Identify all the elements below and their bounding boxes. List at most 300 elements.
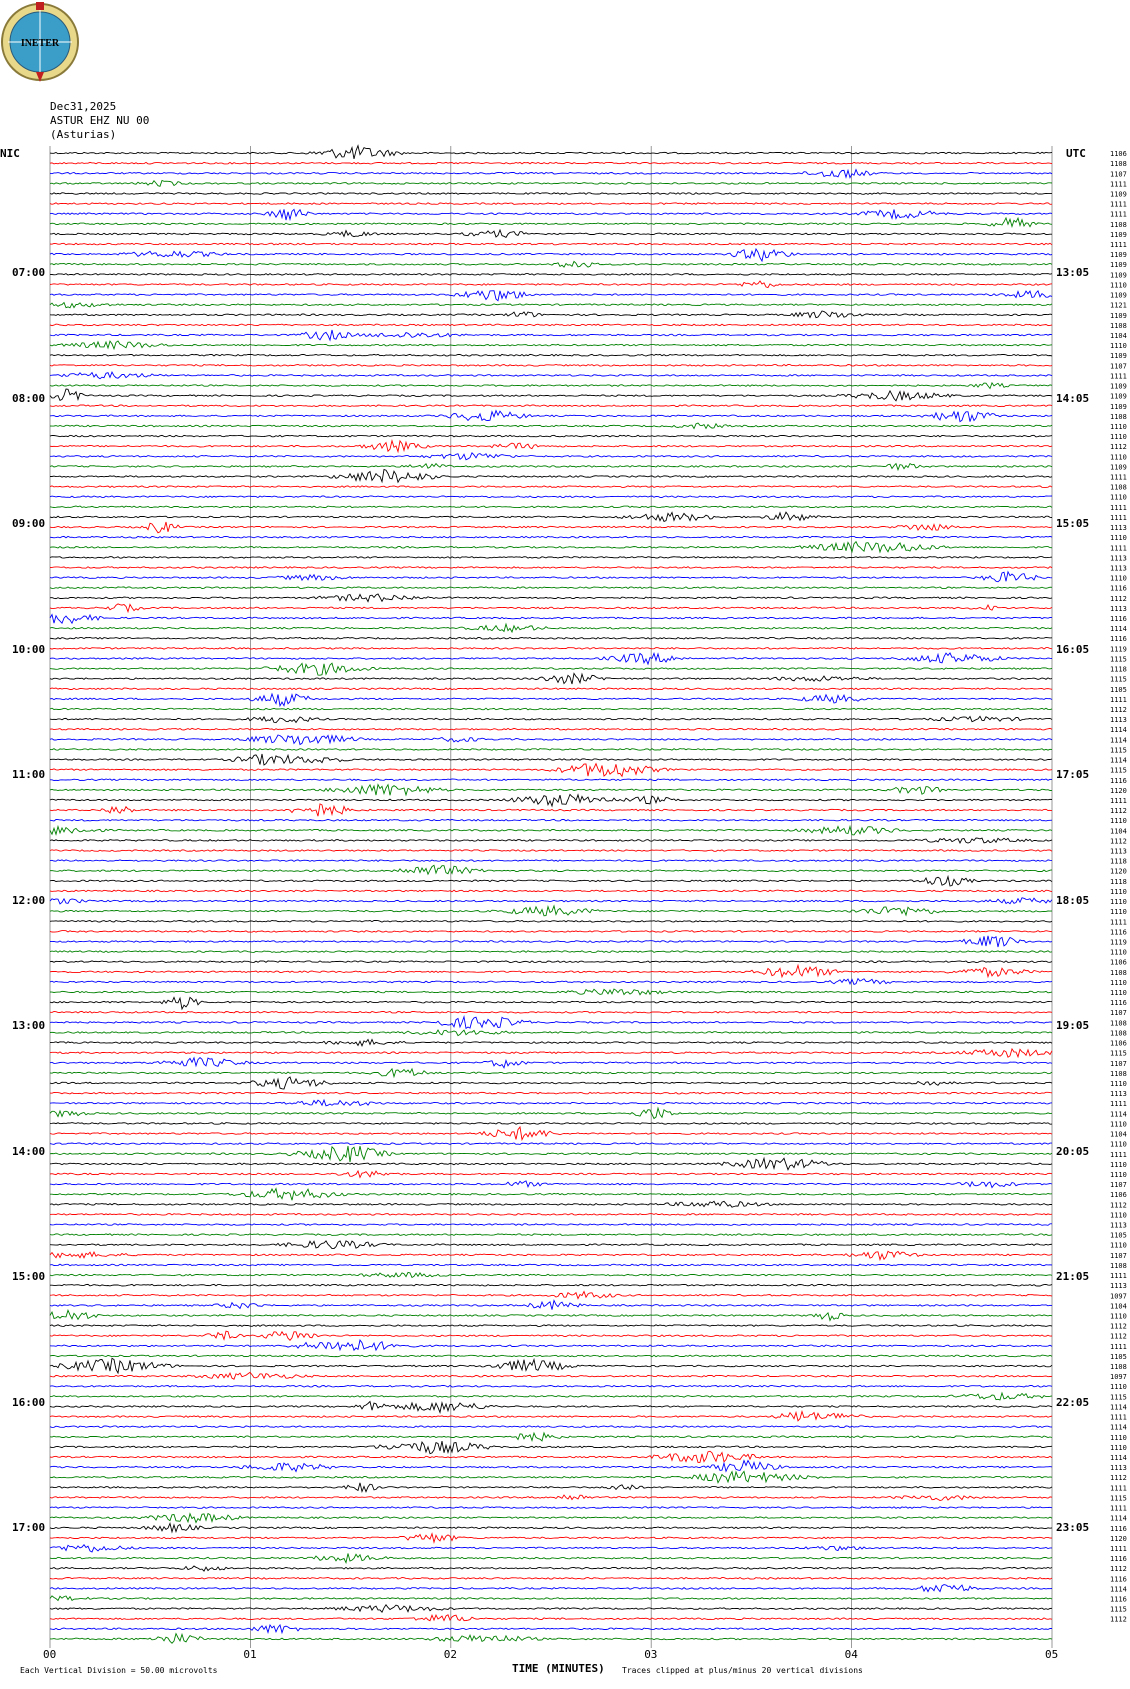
trace-value-label: 1113 bbox=[1110, 604, 1127, 613]
trace-line bbox=[50, 1123, 1052, 1125]
trace-line bbox=[50, 441, 1052, 452]
trace-line bbox=[50, 1393, 1052, 1400]
trace-value-label: 1110 bbox=[1110, 281, 1127, 290]
trace-value-label: 1105 bbox=[1110, 685, 1127, 694]
trace-value-label: 1111 bbox=[1110, 200, 1127, 209]
trace-value-label: 1109 bbox=[1110, 190, 1127, 199]
trace-value-label: 1116 bbox=[1110, 1524, 1127, 1533]
x-tick-label: 01 bbox=[243, 1648, 257, 1661]
left-hour-label: 08:00 bbox=[12, 391, 46, 405]
trace-line bbox=[50, 1011, 1052, 1013]
trace-line bbox=[50, 1514, 1052, 1523]
left-hour-label: 11:00 bbox=[12, 768, 46, 781]
trace-value-label: 1114 bbox=[1110, 1514, 1127, 1523]
trace-line bbox=[50, 898, 1052, 904]
trace-line bbox=[50, 1451, 1052, 1462]
trace-value-label: 1113 bbox=[1110, 1221, 1127, 1230]
trace-line bbox=[50, 1461, 1052, 1472]
trace-line bbox=[50, 1017, 1052, 1029]
trace-value-label: 1113 bbox=[1110, 564, 1127, 573]
header-date: Dec31,2025 bbox=[50, 100, 117, 113]
trace-line bbox=[50, 1077, 1052, 1089]
trace-line bbox=[50, 673, 1052, 684]
trace-line bbox=[50, 716, 1052, 722]
trace-line bbox=[50, 405, 1052, 407]
svg-text:INETER: INETER bbox=[20, 38, 60, 49]
trace-value-label: 1115 bbox=[1110, 766, 1127, 775]
trace-value-label: 1110 bbox=[1110, 433, 1127, 442]
trace-line bbox=[50, 860, 1052, 862]
x-tick-label: 03 bbox=[644, 1648, 658, 1661]
trace-line bbox=[50, 1214, 1052, 1216]
trace-value-label: 1110 bbox=[1110, 898, 1127, 907]
trace-line bbox=[50, 209, 1052, 220]
trace-value-label: 1111 bbox=[1110, 695, 1127, 704]
trace-line bbox=[50, 648, 1052, 650]
trace-value-label: 1113 bbox=[1110, 1282, 1127, 1291]
trace-line bbox=[50, 587, 1052, 589]
trace-value-label: 1106 bbox=[1110, 958, 1127, 967]
trace-value-label: 1109 bbox=[1110, 382, 1127, 391]
trace-line bbox=[50, 557, 1052, 559]
right-hour-label: 14:05 bbox=[1056, 391, 1090, 405]
clip-note: Traces clipped at plus/minus 20 vertical divisions bbox=[622, 1666, 863, 1675]
trace-value-label: 1113 bbox=[1110, 1090, 1127, 1099]
trace-value-label: 1115 bbox=[1110, 1605, 1127, 1614]
trace-value-label: 1112 bbox=[1110, 807, 1127, 816]
trace-value-label: 1106 bbox=[1110, 1191, 1127, 1200]
trace-value-label: 1116 bbox=[1110, 928, 1127, 937]
trace-line bbox=[50, 341, 1052, 349]
trace-value-label: 1121 bbox=[1110, 301, 1127, 310]
trace-value-label: 1120 bbox=[1110, 1534, 1127, 1543]
trace-value-label: 1110 bbox=[1110, 887, 1127, 896]
trace-line bbox=[50, 203, 1052, 205]
trace-line bbox=[50, 1146, 1052, 1162]
trace-line bbox=[50, 931, 1052, 933]
left-hour-label: 17:00 bbox=[12, 1521, 46, 1534]
trace-value-label: 1118 bbox=[1110, 665, 1127, 674]
trace-line bbox=[50, 1483, 1052, 1492]
trace-value-label: 1107 bbox=[1110, 1181, 1127, 1190]
trace-value-label: 1114 bbox=[1110, 736, 1127, 745]
trace-value-label: 1109 bbox=[1110, 402, 1127, 411]
trace-line bbox=[50, 637, 1052, 639]
trace-line bbox=[50, 170, 1052, 178]
trace-line bbox=[50, 567, 1052, 569]
trace-line bbox=[50, 1325, 1052, 1327]
trace-value-label: 1113 bbox=[1110, 554, 1127, 563]
trace-line bbox=[50, 1358, 1052, 1373]
trace-value-label: 1113 bbox=[1110, 716, 1127, 725]
trace-value-label: 1108 bbox=[1110, 1029, 1127, 1038]
trace-value-label: 1110 bbox=[1110, 1211, 1127, 1220]
trace-value-label: 1109 bbox=[1110, 251, 1127, 260]
trace-line bbox=[50, 785, 1052, 796]
trace-line bbox=[50, 1310, 1052, 1320]
trace-line bbox=[50, 1030, 1052, 1036]
trace-line bbox=[50, 1108, 1052, 1118]
trace-value-label: 1116 bbox=[1110, 999, 1127, 1008]
trace-line bbox=[50, 921, 1052, 923]
trace-line bbox=[50, 890, 1052, 892]
trace-line bbox=[50, 1471, 1052, 1482]
trace-value-label: 1116 bbox=[1110, 635, 1127, 644]
trace-value-label: 1114 bbox=[1110, 1585, 1127, 1594]
trace-line bbox=[50, 542, 1052, 552]
trace-line bbox=[50, 1092, 1052, 1094]
trace-value-label: 1108 bbox=[1110, 160, 1127, 169]
trace-value-label: 1110 bbox=[1110, 908, 1127, 917]
trace-value-label: 1105 bbox=[1110, 1352, 1127, 1361]
trace-value-label: 1111 bbox=[1110, 1272, 1127, 1281]
trace-value-label: 1107 bbox=[1110, 1251, 1127, 1260]
header-location: (Asturias) bbox=[50, 128, 117, 141]
trace-value-label: 1116 bbox=[1110, 1595, 1127, 1604]
trace-value-label: 1116 bbox=[1110, 1575, 1127, 1584]
trace-value-label: 1110 bbox=[1110, 493, 1127, 502]
trace-line bbox=[50, 1340, 1052, 1350]
trace-line bbox=[50, 324, 1052, 326]
trace-value-label: 1110 bbox=[1110, 1443, 1127, 1452]
trace-line bbox=[50, 193, 1052, 195]
trace-line bbox=[50, 754, 1052, 765]
trace-line bbox=[50, 764, 1052, 777]
right-hour-label: 18:05 bbox=[1056, 893, 1090, 907]
trace-value-label: 1110 bbox=[1110, 1140, 1127, 1149]
trace-line bbox=[50, 1272, 1052, 1277]
trace-value-label: 1111 bbox=[1110, 210, 1127, 219]
trace-line bbox=[50, 1585, 1052, 1592]
trace-value-label: 1109 bbox=[1110, 271, 1127, 280]
trace-line bbox=[50, 604, 1052, 612]
trace-line bbox=[50, 694, 1052, 706]
right-hour-label: 23:05 bbox=[1056, 1521, 1090, 1534]
trace-line bbox=[50, 1224, 1052, 1226]
trace-line bbox=[50, 865, 1052, 874]
trace-value-label: 1111 bbox=[1110, 1100, 1127, 1109]
trace-value-label: 1114 bbox=[1110, 1423, 1127, 1432]
scale-note: Each Vertical Division = 50.00 microvolts bbox=[20, 1666, 218, 1675]
trace-value-label: 1110 bbox=[1110, 534, 1127, 543]
trace-line bbox=[50, 615, 1052, 624]
trace-line bbox=[50, 624, 1052, 632]
trace-value-label: 1109 bbox=[1110, 392, 1127, 401]
trace-value-label: 1104 bbox=[1110, 827, 1127, 836]
trace-value-label: 1120 bbox=[1110, 786, 1127, 795]
x-axis-title: TIME (MINUTES) bbox=[512, 1662, 605, 1675]
x-tick-label: 00 bbox=[43, 1648, 57, 1661]
trace-line bbox=[50, 1426, 1052, 1428]
trace-value-label: 1111 bbox=[1110, 473, 1127, 482]
trace-line bbox=[50, 1181, 1052, 1188]
trace-value-label: 1115 bbox=[1110, 655, 1127, 664]
trace-line bbox=[50, 1069, 1052, 1077]
trace-value-label: 1108 bbox=[1110, 1261, 1127, 1270]
trace-value-label: 1111 bbox=[1110, 918, 1127, 927]
trace-value-label: 1112 bbox=[1110, 1332, 1127, 1341]
trace-value-label: 1106 bbox=[1110, 1039, 1127, 1048]
trace-line bbox=[50, 838, 1052, 843]
trace-line bbox=[50, 261, 1052, 267]
trace-value-label: 1116 bbox=[1110, 1555, 1127, 1564]
trace-line bbox=[50, 522, 1052, 533]
trace-value-label: 1108 bbox=[1110, 1363, 1127, 1371]
trace-line bbox=[50, 512, 1052, 521]
trace-line bbox=[50, 749, 1052, 751]
trace-value-label: 1107 bbox=[1110, 1059, 1127, 1068]
trace-value-label: 1110 bbox=[1110, 1312, 1127, 1321]
trace-value-label: 1115 bbox=[1110, 675, 1127, 684]
left-hour-label: 07:00 bbox=[12, 266, 46, 279]
trace-value-label: 1111 bbox=[1110, 513, 1127, 522]
trace-value-label: 1111 bbox=[1110, 372, 1127, 381]
trace-line bbox=[50, 411, 1052, 422]
trace-value-label: 1110 bbox=[1110, 574, 1127, 583]
trace-line bbox=[50, 1402, 1052, 1413]
trace-value-label: 1112 bbox=[1110, 706, 1127, 714]
right-hour-label: 15:05 bbox=[1056, 517, 1090, 530]
trace-line bbox=[50, 383, 1052, 389]
trace-line bbox=[50, 779, 1052, 781]
trace-value-label: 1112 bbox=[1110, 443, 1127, 452]
trace-value-label: 1113 bbox=[1110, 1464, 1127, 1473]
trace-line bbox=[50, 1625, 1052, 1633]
trace-line bbox=[50, 979, 1052, 985]
trace-line bbox=[50, 486, 1052, 488]
right-hour-label: 20:05 bbox=[1056, 1144, 1090, 1158]
left-hour-label: 12:00 bbox=[12, 893, 46, 907]
trace-line bbox=[50, 804, 1052, 816]
trace-value-label: 1109 bbox=[1110, 291, 1127, 300]
trace-value-label: 1111 bbox=[1110, 180, 1127, 189]
trace-value-label: 1110 bbox=[1110, 423, 1127, 431]
trace-line bbox=[50, 794, 1052, 806]
trace-line bbox=[50, 663, 1052, 675]
trace-line bbox=[50, 1495, 1052, 1501]
trace-value-label: 1113 bbox=[1110, 524, 1127, 533]
trace-line bbox=[50, 1049, 1052, 1057]
trace-line bbox=[50, 728, 1052, 730]
x-tick-label: 02 bbox=[443, 1648, 458, 1661]
left-hour-label: 15:00 bbox=[12, 1270, 46, 1283]
trace-line bbox=[50, 230, 1052, 237]
trace-line bbox=[50, 311, 1052, 318]
trace-value-label: 1115 bbox=[1110, 1393, 1127, 1402]
trace-value-label: 1111 bbox=[1110, 1484, 1127, 1493]
trace-line bbox=[50, 997, 1052, 1009]
header-station: ASTUR EHZ NU 00 bbox=[50, 114, 150, 127]
trace-value-label: 1110 bbox=[1110, 1080, 1127, 1088]
trace-value-label: 1110 bbox=[1110, 1120, 1127, 1129]
trace-line bbox=[50, 1100, 1052, 1106]
trace-value-label: 1110 bbox=[1110, 342, 1127, 351]
trace-value-label: 1112 bbox=[1110, 1322, 1127, 1331]
trace-line bbox=[50, 1554, 1052, 1563]
trace-value-label: 1110 bbox=[1110, 1171, 1127, 1179]
trace-line bbox=[50, 1301, 1052, 1310]
trace-line bbox=[50, 965, 1052, 977]
trace-value-label: 1109 bbox=[1110, 463, 1127, 472]
trace-line bbox=[50, 1534, 1052, 1543]
trace-value-label: 1112 bbox=[1110, 1201, 1127, 1210]
trace-value-label: 1114 bbox=[1110, 1110, 1127, 1119]
left-hour-label: 09:00 bbox=[12, 517, 46, 530]
trace-value-label: 1110 bbox=[1110, 1433, 1127, 1442]
trace-line bbox=[50, 243, 1052, 245]
x-tick-label: 05 bbox=[1045, 1648, 1059, 1661]
trace-value-label: 1112 bbox=[1110, 837, 1127, 846]
trace-line bbox=[50, 1523, 1052, 1532]
trace-line bbox=[50, 877, 1052, 886]
trace-line bbox=[50, 850, 1052, 852]
trace-line bbox=[50, 435, 1052, 437]
trace-line bbox=[50, 181, 1052, 187]
trace-line bbox=[50, 470, 1052, 483]
trace-value-label: 1111 bbox=[1110, 1413, 1127, 1422]
trace-value-label: 1107 bbox=[1110, 1009, 1127, 1018]
trace-line bbox=[50, 162, 1052, 164]
trace-line bbox=[50, 1251, 1052, 1259]
trace-line bbox=[50, 464, 1052, 470]
trace-value-label: 1108 bbox=[1110, 968, 1127, 977]
trace-value-label: 1104 bbox=[1110, 1302, 1127, 1311]
trace-value-label: 1112 bbox=[1110, 594, 1127, 603]
trace-value-label: 1110 bbox=[1110, 1383, 1127, 1392]
trace-value-label: 1108 bbox=[1110, 483, 1127, 492]
trace-line bbox=[50, 354, 1052, 356]
trace-line bbox=[50, 274, 1052, 276]
trace-value-label: 1104 bbox=[1110, 1130, 1127, 1139]
trace-value-label: 1114 bbox=[1110, 625, 1127, 634]
trace-value-label: 1109 bbox=[1110, 352, 1127, 361]
trace-line bbox=[50, 688, 1052, 690]
trace-line bbox=[50, 1605, 1052, 1612]
trace-line bbox=[50, 819, 1052, 821]
trace-line bbox=[50, 1634, 1052, 1644]
trace-value-label: 1108 bbox=[1110, 1069, 1127, 1078]
trace-line bbox=[50, 291, 1052, 301]
trace-line bbox=[50, 1433, 1052, 1441]
trace-line bbox=[50, 572, 1052, 582]
trace-line bbox=[50, 1143, 1052, 1145]
left-hour-label: 10:00 bbox=[12, 642, 46, 656]
trace-value-label: 1112 bbox=[1110, 1615, 1127, 1624]
trace-value-label: 1097 bbox=[1110, 1292, 1127, 1301]
trace-line bbox=[50, 1566, 1052, 1571]
trace-line bbox=[50, 1372, 1052, 1379]
right-hour-label: 17:05 bbox=[1056, 768, 1090, 781]
left-hour-label: 13:00 bbox=[12, 1019, 46, 1032]
trace-value-label: 1116 bbox=[1110, 584, 1127, 593]
trace-line bbox=[50, 365, 1052, 367]
trace-value-label: 1097 bbox=[1110, 1373, 1127, 1382]
trace-line bbox=[50, 951, 1052, 953]
trace-value-label: 1110 bbox=[1110, 1160, 1127, 1169]
trace-value-label: 1114 bbox=[1110, 1454, 1127, 1462]
left-hour-label: 14:00 bbox=[12, 1144, 46, 1158]
trace-value-label: 1113 bbox=[1110, 847, 1127, 856]
trace-line bbox=[50, 1441, 1052, 1454]
right-hour-label: 19:05 bbox=[1056, 1019, 1090, 1032]
trace-value-label: 1118 bbox=[1110, 857, 1127, 866]
trace-value-label: 1104 bbox=[1110, 332, 1127, 340]
trace-value-label: 1111 bbox=[1110, 797, 1127, 805]
trace-value-label: 1111 bbox=[1110, 1504, 1127, 1513]
trace-line bbox=[50, 827, 1052, 835]
trace-value-label: 1115 bbox=[1110, 1494, 1127, 1503]
trace-value-label: 1107 bbox=[1110, 362, 1127, 371]
right-hour-label: 22:05 bbox=[1056, 1395, 1090, 1409]
trace-line bbox=[50, 1596, 1052, 1601]
trace-value-label: 1107 bbox=[1110, 170, 1127, 179]
trace-value-label: 1110 bbox=[1110, 978, 1127, 987]
trace-value-label: 1110 bbox=[1110, 989, 1127, 997]
trace-value-label: 1111 bbox=[1110, 503, 1127, 512]
trace-value-label: 1112 bbox=[1110, 1474, 1127, 1483]
trace-line bbox=[50, 961, 1052, 963]
trace-value-label: 1110 bbox=[1110, 817, 1127, 826]
trace-value-label: 1115 bbox=[1110, 746, 1127, 755]
trace-line bbox=[50, 218, 1052, 227]
trace-value-label: 1114 bbox=[1110, 1403, 1127, 1412]
trace-line bbox=[50, 1171, 1052, 1177]
trace-line bbox=[50, 653, 1052, 664]
trace-value-label: 1119 bbox=[1110, 645, 1127, 654]
trace-line bbox=[50, 506, 1052, 508]
trace-line bbox=[50, 906, 1052, 916]
trace-line bbox=[50, 1058, 1052, 1068]
right-hour-label: 21:05 bbox=[1056, 1270, 1090, 1283]
trace-line bbox=[50, 594, 1052, 602]
trace-line bbox=[50, 536, 1052, 538]
right-hour-label: 13:05 bbox=[1056, 266, 1090, 279]
trace-line bbox=[50, 708, 1052, 710]
left-hour-label: 16:00 bbox=[12, 1395, 46, 1409]
trace-line bbox=[50, 1158, 1052, 1169]
trace-line bbox=[50, 281, 1052, 288]
trace-value-label: 1118 bbox=[1110, 877, 1127, 886]
trace-value-label: 1115 bbox=[1110, 1049, 1127, 1058]
trace-line bbox=[50, 1412, 1052, 1421]
right-timezone-label: UTC bbox=[1066, 147, 1086, 160]
trace-line bbox=[50, 735, 1052, 745]
trace-value-label: 1108 bbox=[1110, 220, 1127, 229]
right-hour-label: 16:05 bbox=[1056, 642, 1090, 656]
trace-value-label: 1108 bbox=[1110, 1019, 1127, 1028]
trace-line bbox=[50, 1331, 1052, 1340]
trace-value-label: 1111 bbox=[1110, 544, 1127, 553]
trace-line bbox=[50, 372, 1052, 379]
trace-line bbox=[50, 1578, 1052, 1580]
trace-line bbox=[50, 1234, 1052, 1236]
trace-line bbox=[50, 1264, 1052, 1266]
trace-line bbox=[50, 1201, 1052, 1207]
trace-line bbox=[50, 423, 1052, 429]
trace-value-label: 1114 bbox=[1110, 756, 1127, 765]
trace-value-label: 1110 bbox=[1110, 948, 1127, 957]
x-tick-label: 04 bbox=[844, 1648, 858, 1661]
trace-line bbox=[50, 453, 1052, 460]
trace-value-label: 1111 bbox=[1110, 241, 1127, 249]
left-timezone-label: NIC bbox=[0, 147, 20, 160]
trace-value-label: 1111 bbox=[1110, 1150, 1127, 1159]
trace-line bbox=[50, 1292, 1052, 1299]
trace-value-label: 1109 bbox=[1110, 230, 1127, 239]
trace-value-label: 1116 bbox=[1110, 615, 1127, 623]
trace-value-label: 1108 bbox=[1110, 321, 1127, 330]
trace-line bbox=[50, 330, 1052, 340]
